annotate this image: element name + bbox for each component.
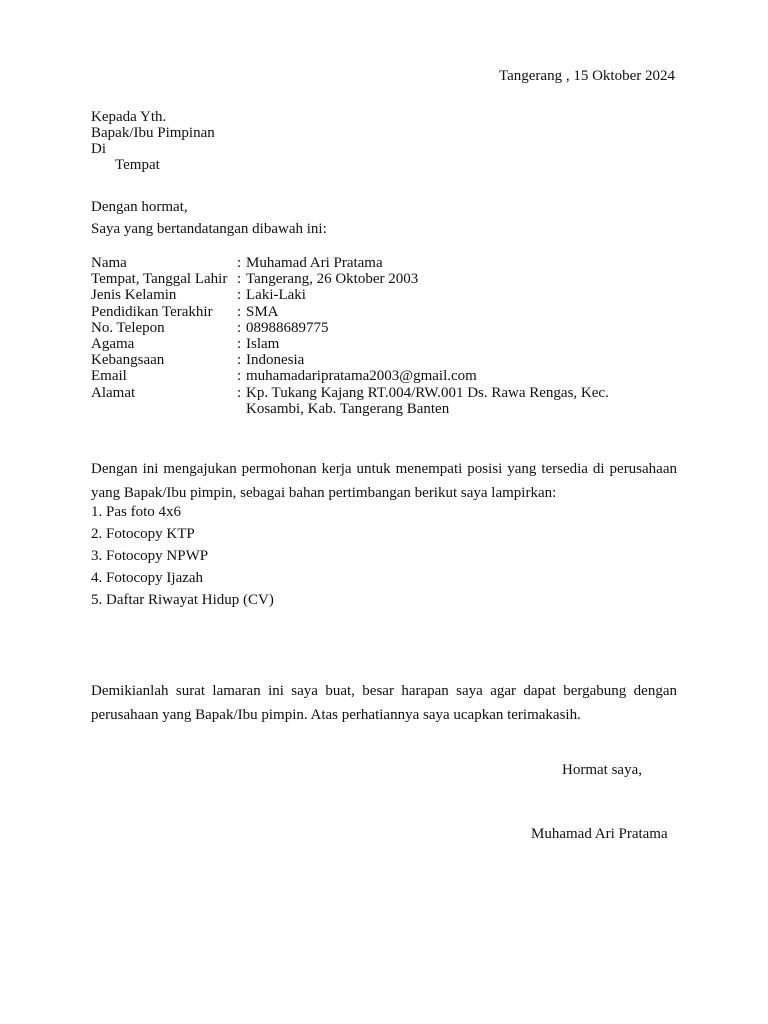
identity-colon: :	[237, 384, 242, 401]
identity-row	[91, 287, 666, 303]
identity-row	[91, 368, 666, 384]
attachment-item: 4. Fotocopy Ijazah	[91, 570, 204, 586]
attachment-list	[91, 501, 274, 611]
identity-colon: :	[237, 303, 242, 320]
identity-colon: :	[237, 271, 242, 288]
identity-row	[91, 320, 666, 336]
identity-label: No. Telepon	[91, 319, 165, 336]
identity-row	[91, 304, 666, 320]
greeting: Dengan hormat,	[91, 199, 188, 215]
recipient-line: Kepada Yth.	[91, 109, 167, 125]
identity-label: Kebangsaan	[91, 352, 165, 369]
recipient-block	[91, 109, 215, 173]
identity-label: Email	[91, 368, 127, 385]
identity-label: Alamat	[91, 384, 136, 401]
recipient-line: Di	[91, 141, 106, 157]
identity-colon: :	[237, 287, 242, 304]
signer-name: Muhamad Ari Pratama	[531, 826, 668, 842]
identity-value: Muhamad Ari Pratama	[246, 255, 383, 271]
identity-colon: :	[237, 336, 242, 353]
identity-value: Laki-Laki	[246, 287, 306, 304]
identity-colon: :	[237, 352, 242, 369]
identity-label: Agama	[91, 336, 135, 353]
attachment-item: 3. Fotocopy NPWP	[91, 548, 209, 564]
identity-value: 08988689775	[246, 319, 329, 336]
attachment-item: 1. Pas foto 4x6	[91, 504, 181, 520]
closing-regards: Hormat saya,	[562, 762, 642, 778]
identity-label: Tempat, Tanggal Lahir	[91, 271, 228, 288]
identity-colon: :	[237, 319, 242, 336]
date-line: Tangerang , 15 Oktober 2024	[499, 68, 675, 84]
identity-row	[91, 271, 666, 287]
identity-row	[91, 336, 666, 352]
identity-value: muhamadaripratama2003@gmail.com	[246, 368, 477, 385]
recipient-line: Bapak/Ibu Pimpinan	[91, 125, 215, 141]
attachment-item: 2. Fotocopy KTP	[91, 526, 195, 542]
identity-row	[91, 352, 666, 368]
intro-text: Saya yang bertandatangan dibawah ini:	[91, 221, 327, 237]
closing-paragraph: Demikianlah surat lamaran ini saya buat, besar harapan saya agar dapat bergabung dengan perusahaan yang Bapak/Ibu pimpin. Atas perhatiannya saya ucapkan terimakasih.	[91, 683, 677, 723]
identity-label: Nama	[91, 255, 127, 271]
identity-colon: :	[237, 255, 242, 271]
attachment-item: 5. Daftar Riwayat Hidup (CV)	[91, 592, 274, 608]
identity-value: SMA	[246, 303, 279, 320]
identity-value: Tangerang, 26 Oktober 2003	[246, 271, 419, 288]
identity-value: Kp. Tukang Kajang RT.004/RW.001 Ds. Rawa Rengas, Kec. Kosambi, Kab. Tangerang Banten	[246, 384, 609, 417]
identity-value: Islam	[246, 336, 280, 353]
identity-colon: :	[237, 368, 242, 385]
identity-table	[91, 255, 666, 417]
identity-value: Indonesia	[246, 352, 305, 369]
identity-row	[91, 385, 666, 417]
recipient-line: Tempat	[115, 157, 160, 173]
identity-label: Jenis Kelamin	[91, 287, 177, 304]
application-paragraph: Dengan ini mengajukan permohonan kerja untuk menempati posisi yang tersedia di perusahaan yang Bapak/Ibu pimpin, sebagai bahan pertimbangan berikut saya lampirkan:	[91, 461, 677, 501]
identity-label: Pendidikan Terakhir	[91, 303, 213, 320]
identity-row	[91, 255, 666, 271]
